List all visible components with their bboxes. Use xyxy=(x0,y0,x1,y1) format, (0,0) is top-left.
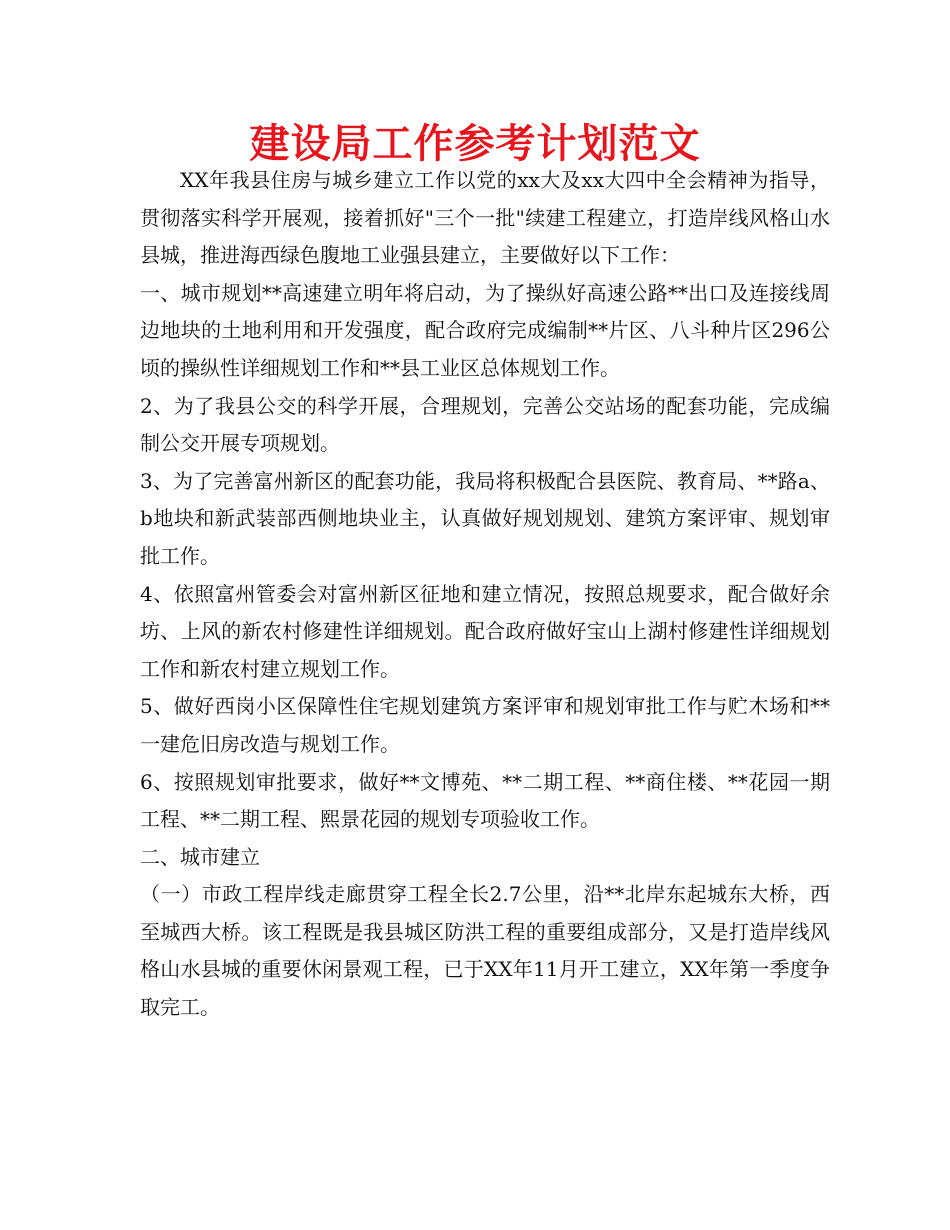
paragraph-item-3: 3、为了完善富州新区的配套功能，我局将积极配合县医院、教育局、**路a、b地块和新武装部西侧地块业主，认真做好规划规划、建筑方案评审、规划审批工作。 xyxy=(140,468,830,568)
paragraph-intro: XX年我县住房与城乡建立工作以党的xx大及xx大四中全会精神为指导，贯彻落实科学开展观，接着抓好"三个一批"续建工程建立，打造岸线风格山水县城，推进海西绿色腹地工业强县建立，主要做好以下工作： xyxy=(140,168,830,268)
paragraph-section-1: 一、城市规划**高速建立明年将启动，为了操纵好高速公路**出口及连接线周边地块的土地利用和开发强度，配合政府完成编制**片区、八斗种片区296公顷的操纵性详细规划工作和**县工业区总体规划工作。 xyxy=(140,280,830,380)
paragraph-item-5: 5、做好西岗小区保障性住宅规划建筑方案评审和规划审批工作与贮木场和**一建危旧房改造与规划工作。 xyxy=(140,694,830,756)
paragraph-item-2: 2、为了我县公交的科学开展，合理规划，完善公交站场的配套功能，完成编制公交开展专项规划。 xyxy=(140,393,830,456)
paragraph-item-4: 4、依照富州管委会对富州新区征地和建立情况，按照总规要求，配合做好余坊、上风的新农村修建性详细规划。配合政府做好宝山上湖村修建性详细规划工作和新农村建立规划工作。 xyxy=(140,581,830,681)
document-body xyxy=(140,162,830,1027)
document-title: 建设局工作参考计划范文 xyxy=(249,121,701,167)
paragraph-item-6: 6、按照规划审批要求，做好**文博苑、**二期工程、**商住楼、**花园一期工程、**二期工程、熙景花园的规划专项验收工作。 xyxy=(140,769,830,832)
section-heading-2: 二、城市建立 xyxy=(140,844,260,869)
paragraph-subsection-1: （一）市政工程岸线走廊贯穿工程全长2.7公里，沿**北岸东起城东大桥，西至城西大桥。该工程既是我县城区防洪工程的重要组成部分，又是打造岸线风格山水县城的重要休闲景观工程，已于XX年11月开工建立，XX年第一季度争取完工。 xyxy=(140,882,830,1020)
